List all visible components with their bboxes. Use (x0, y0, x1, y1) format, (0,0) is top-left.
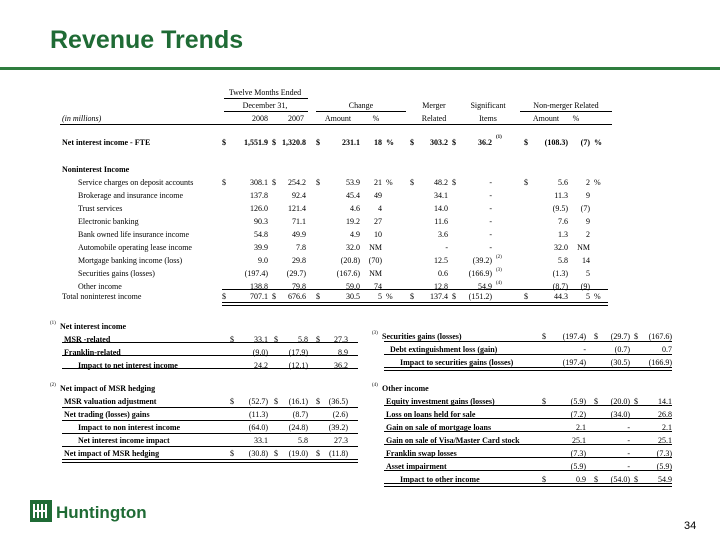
value-2007: 254.2 (288, 178, 306, 187)
value-2007: (34.0) (610, 410, 630, 419)
value-pct: (70) (368, 256, 382, 265)
value-merger: 3.6 (438, 230, 448, 239)
value-2008: 39.9 (254, 243, 268, 252)
value-merger: 14.0 (434, 204, 448, 213)
value-2008: (52.7) (248, 397, 268, 406)
footnote-marker: (1) (50, 321, 56, 326)
value-2007: (30.5) (610, 358, 630, 367)
row-label: Total noninterest income (62, 292, 142, 301)
footnote-marker: (3) (496, 268, 502, 273)
value-change: 8.9 (338, 348, 348, 357)
header-amount-nm: Amount (532, 114, 560, 123)
value-2007: 5.8 (298, 436, 308, 445)
value-pct: NM (369, 243, 382, 252)
header-significant: Significant (470, 101, 506, 110)
value-2008: 126.0 (250, 204, 268, 213)
header-items: Items (479, 114, 497, 123)
dollar-sign: $ (634, 332, 638, 341)
value-change: 53.9 (346, 178, 360, 187)
value-significant: (151.2) (468, 292, 492, 301)
value-2007: 1,320.8 (282, 138, 306, 147)
row-label: Franklin-related (64, 348, 121, 357)
dollar-sign: $ (634, 397, 638, 406)
dollar-sign: $ (222, 138, 226, 147)
value-2008: (197.4) (562, 332, 586, 341)
value-2007: (29.7) (286, 269, 306, 278)
value-change: (2.6) (332, 410, 348, 419)
value-pct: 21 (374, 178, 382, 187)
footnote-marker: (2) (50, 383, 56, 388)
footnote-marker: (2) (496, 255, 502, 260)
row-label: Debt extinguishment loss (gain) (390, 345, 498, 354)
dollar-sign: $ (230, 335, 234, 344)
divider (222, 302, 608, 306)
row-label: Equity investment gains (losses) (386, 397, 495, 406)
divider (224, 98, 308, 99)
dollar-sign: $ (272, 178, 276, 187)
value-2007: (8.7) (292, 410, 308, 419)
value-change: (11.8) (328, 449, 348, 458)
divider (384, 457, 672, 458)
dollar-sign: $ (524, 178, 528, 187)
divider (62, 420, 358, 421)
value-change: 36.2 (334, 361, 348, 370)
value-2007: 79.8 (292, 282, 306, 291)
pct-sign: % (386, 138, 394, 147)
value-non-merger: 7.6 (558, 217, 568, 226)
dollar-sign: $ (410, 178, 414, 187)
value-2007: (17.9) (288, 348, 308, 357)
divider (384, 367, 672, 371)
row-label: Impact to non interest income (78, 423, 181, 432)
row-label: Loss on loans held for sale (386, 410, 476, 419)
value-2008: (7.3) (570, 449, 586, 458)
value-non-merger-pct: 5 (586, 269, 590, 278)
value-non-merger: 5.6 (558, 178, 568, 187)
value-2008: (5.9) (570, 462, 586, 471)
value-significant: - (489, 191, 492, 200)
value-2008: (9.0) (252, 348, 268, 357)
value-2007: - (627, 462, 630, 471)
row-label: Impact to securities gains (losses) (400, 358, 514, 367)
divider (62, 342, 358, 343)
header-december: December 31, (242, 101, 288, 110)
value-2008: 25.1 (572, 436, 586, 445)
divider (520, 111, 612, 112)
value-2007: 29.8 (292, 256, 306, 265)
value-non-merger: (9.5) (552, 204, 568, 213)
row-label: MSR -related (64, 335, 111, 344)
row-label: Electronic banking (78, 217, 139, 226)
row-label: Trust services (78, 204, 123, 213)
dollar-sign: $ (542, 332, 546, 341)
value-significant: (166.9) (468, 269, 492, 278)
row-label: Franklin swap losses (386, 449, 457, 458)
value-merger: 48.2 (434, 178, 448, 187)
divider (384, 483, 672, 487)
value-2008: 9.0 (258, 256, 268, 265)
pct-sign: % (386, 178, 393, 187)
value-change: 26.8 (658, 410, 672, 419)
dollar-sign: $ (274, 335, 278, 344)
value-2008: - (583, 345, 586, 354)
footnote-title: Other income (382, 384, 429, 393)
dollar-sign: $ (542, 397, 546, 406)
dollar-sign: $ (272, 292, 276, 301)
row-label: Securities gains (losses) (78, 269, 155, 278)
dollar-sign: $ (222, 292, 226, 301)
value-2007: - (627, 436, 630, 445)
value-2008: 0.9 (576, 475, 586, 484)
value-2008: (7.2) (570, 410, 586, 419)
value-pct: 27 (374, 217, 382, 226)
footnote-marker: (4) (372, 383, 378, 388)
divider (384, 418, 672, 419)
value-change: 14.1 (658, 397, 672, 406)
dollar-sign: $ (452, 138, 456, 147)
value-2008: 33.1 (254, 436, 268, 445)
divider (62, 446, 358, 447)
dollar-sign: $ (594, 397, 598, 406)
value-2008: (197.4) (244, 269, 268, 278)
value-change: (20.8) (340, 256, 360, 265)
value-significant: 36.2 (478, 138, 492, 147)
value-2008: 1,551.9 (244, 138, 268, 147)
huntington-logo-icon (30, 500, 52, 522)
row-label: Net interest income impact (78, 436, 170, 445)
divider (62, 368, 358, 369)
value-pct: 4 (378, 204, 382, 213)
dollar-sign: $ (316, 449, 320, 458)
value-2007: (12.1) (288, 361, 308, 370)
header-related: Related (421, 114, 447, 123)
value-merger: 0.6 (438, 269, 448, 278)
dollar-sign: $ (524, 292, 528, 301)
value-change: 19.2 (346, 217, 360, 226)
row-label: Impact to net interest income (78, 361, 178, 370)
value-2008: (30.8) (248, 449, 268, 458)
row-label: Service charges on deposit accounts (78, 178, 194, 187)
value-significant: - (489, 204, 492, 213)
dollar-sign: $ (272, 138, 276, 147)
divider (384, 354, 672, 355)
value-change: (167.6) (336, 269, 360, 278)
value-2007: 676.6 (288, 292, 306, 301)
header-in-millions: (in millions) (62, 114, 102, 123)
row-label: Gain on sale of mortgage loans (386, 423, 492, 432)
value-merger: 11.6 (434, 217, 448, 226)
value-non-merger-pct: 5 (586, 292, 590, 301)
value-merger: 303.2 (430, 138, 448, 147)
value-2007: 121.4 (288, 204, 306, 213)
dollar-sign: $ (524, 138, 528, 147)
value-significant: (39.2) (472, 256, 492, 265)
dollar-sign: $ (410, 292, 414, 301)
value-2007: (24.8) (288, 423, 308, 432)
row-label: Automobile operating lease income (78, 243, 192, 252)
divider (62, 407, 358, 408)
value-significant: - (489, 217, 492, 226)
value-change: 25.1 (658, 436, 672, 445)
divider (384, 431, 672, 432)
noninterest-header: Noninterest Income (62, 165, 130, 174)
row-label: Gain on sale of Visa/Master Card stock (386, 436, 520, 445)
divider (316, 111, 406, 112)
dollar-sign: $ (410, 138, 414, 147)
divider (224, 111, 308, 112)
header-2008: 2008 (252, 114, 268, 123)
value-2007: (20.0) (610, 397, 630, 406)
value-2008: (11.3) (248, 410, 268, 419)
value-2008: (5.9) (570, 397, 586, 406)
footnote-title: Net impact of MSR hedging (60, 384, 156, 393)
value-change: (167.6) (648, 332, 672, 341)
value-non-merger: (8.7) (552, 282, 568, 291)
dollar-sign: $ (230, 397, 234, 406)
footnote-marker: (4) (496, 281, 502, 286)
value-non-merger-pct: (7) (580, 204, 590, 213)
value-pct: 10 (374, 230, 382, 239)
footnote-marker: (3) (372, 331, 378, 336)
value-2007: 92.4 (292, 191, 306, 200)
value-2007: (0.7) (614, 345, 630, 354)
value-change: (5.9) (656, 462, 672, 471)
value-2007: 71.1 (292, 217, 306, 226)
value-significant: 54.9 (478, 282, 492, 291)
title-rule (0, 67, 720, 70)
value-change: (39.2) (328, 423, 348, 432)
value-non-merger: (108.3) (544, 138, 568, 147)
pct-sign: % (386, 292, 393, 301)
header-non-merger: Non-merger Related (533, 101, 599, 110)
value-pct: 18 (374, 138, 382, 147)
page-title: Revenue Trends (50, 26, 244, 54)
row-label: Net trading (losses) gains (64, 410, 150, 419)
dollar-sign: $ (316, 335, 320, 344)
value-2007: - (627, 449, 630, 458)
divider (222, 289, 608, 290)
value-significant: - (489, 178, 492, 187)
value-2008: 137.8 (250, 191, 268, 200)
value-non-merger-pct: 14 (582, 256, 590, 265)
value-change: 0.7 (662, 345, 672, 354)
value-2008: 90.3 (254, 217, 268, 226)
divider (62, 355, 358, 356)
pct-sign: % (594, 138, 602, 147)
divider (384, 341, 672, 342)
divider (384, 470, 672, 471)
value-2008: (197.4) (562, 358, 586, 367)
dollar-sign: $ (316, 178, 320, 187)
divider (62, 433, 358, 434)
dollar-sign: $ (274, 397, 278, 406)
value-merger: 34.1 (434, 191, 448, 200)
dollar-sign: $ (634, 475, 638, 484)
value-non-merger: 5.8 (558, 256, 568, 265)
value-change: 4.9 (350, 230, 360, 239)
value-change: 45.4 (346, 191, 360, 200)
value-merger: 12.8 (434, 282, 448, 291)
value-change: 32.0 (346, 243, 360, 252)
dollar-sign: $ (222, 178, 226, 187)
value-change: 231.1 (342, 138, 360, 147)
value-pct: 5 (378, 292, 382, 301)
value-change: 4.6 (350, 204, 360, 213)
header-merger: Merger (422, 101, 446, 110)
value-non-merger-pct: 2 (586, 178, 590, 187)
divider (384, 444, 672, 445)
value-pct: 74 (374, 282, 382, 291)
header-2007: 2007 (288, 114, 304, 123)
dollar-sign: $ (594, 332, 598, 341)
value-non-merger: 32.0 (554, 243, 568, 252)
pct-sign: % (594, 292, 601, 301)
value-change: 59.0 (346, 282, 360, 291)
value-2008: 54.8 (254, 230, 268, 239)
header-pct: % (372, 114, 380, 123)
row-label: Other income (78, 282, 122, 291)
value-2008: 24.2 (254, 361, 268, 370)
value-significant: - (489, 230, 492, 239)
row-label: Net impact of MSR hedging (64, 449, 160, 458)
row-label: Asset impairment (386, 462, 447, 471)
dollar-sign: $ (316, 138, 320, 147)
value-non-merger-pct: NM (577, 243, 590, 252)
divider (60, 124, 612, 125)
value-2007: 49.9 (292, 230, 306, 239)
value-pct: NM (369, 269, 382, 278)
row-label: Net interest income - FTE (62, 138, 151, 147)
value-significant: - (489, 243, 492, 252)
value-non-merger-pct: (9) (580, 282, 590, 291)
value-non-merger: (1.3) (552, 269, 568, 278)
pct-sign: % (594, 178, 601, 187)
dollar-sign: $ (230, 449, 234, 458)
header-amount: Amount (324, 114, 352, 123)
value-2008: 2.1 (576, 423, 586, 432)
header-twelve-months: Twelve Months Ended (228, 88, 302, 97)
value-non-merger-pct: 9 (586, 217, 590, 226)
value-non-merger-pct: 2 (586, 230, 590, 239)
huntington-logo: Huntington (56, 503, 147, 522)
divider (62, 459, 358, 463)
value-2007: (29.7) (610, 332, 630, 341)
value-merger: 137.4 (430, 292, 448, 301)
row-label: Mortgage banking income (loss) (78, 256, 183, 265)
value-2008: (64.0) (248, 423, 268, 432)
value-2008: 308.1 (250, 178, 268, 187)
dollar-sign: $ (316, 397, 320, 406)
value-change: 27.3 (334, 436, 348, 445)
value-pct: 49 (374, 191, 382, 200)
value-2007: 5.8 (298, 335, 308, 344)
value-change: 2.1 (662, 423, 672, 432)
value-2008: 707.1 (250, 292, 268, 301)
header-pct-nm: % (572, 114, 580, 123)
value-2008: 33.1 (254, 335, 268, 344)
value-2007: 7.8 (296, 243, 306, 252)
value-change: (36.5) (328, 397, 348, 406)
footnote-marker: (1) (496, 135, 502, 140)
row-label: Bank owned life insurance income (78, 230, 190, 239)
value-2007: (16.1) (288, 397, 308, 406)
dollar-sign: $ (316, 292, 320, 301)
row-label: MSR valuation adjustment (64, 397, 157, 406)
value-non-merger: 11.3 (554, 191, 568, 200)
dollar-sign: $ (274, 449, 278, 458)
divider (384, 405, 672, 406)
value-2007: (54.0) (610, 475, 630, 484)
row-label: Impact to other income (400, 475, 480, 484)
value-change: 27.3 (334, 335, 348, 344)
dollar-sign: $ (452, 292, 456, 301)
value-change: (166.9) (648, 358, 672, 367)
value-non-merger: 44.3 (554, 292, 568, 301)
value-change: 54.9 (658, 475, 672, 484)
value-merger: 12.5 (434, 256, 448, 265)
value-change: (7.3) (656, 449, 672, 458)
value-2007: (19.0) (288, 449, 308, 458)
value-2008: 138.8 (250, 282, 268, 291)
dollar-sign: $ (542, 475, 546, 484)
header-change: Change (348, 101, 374, 110)
dollar-sign: $ (452, 178, 456, 187)
value-change: 30.5 (346, 292, 360, 301)
dollar-sign: $ (594, 475, 598, 484)
value-2007: - (627, 423, 630, 432)
value-merger: - (445, 243, 448, 252)
footnote-title: Securities gains (losses) (382, 332, 462, 341)
page-number: 34 (684, 520, 697, 532)
value-non-merger-pct: 9 (586, 191, 590, 200)
footnote-title: Net interest income (60, 322, 127, 331)
value-non-merger: 1.3 (558, 230, 568, 239)
row-label: Brokerage and insurance income (78, 191, 184, 200)
value-non-merger-pct: (7) (580, 138, 590, 147)
